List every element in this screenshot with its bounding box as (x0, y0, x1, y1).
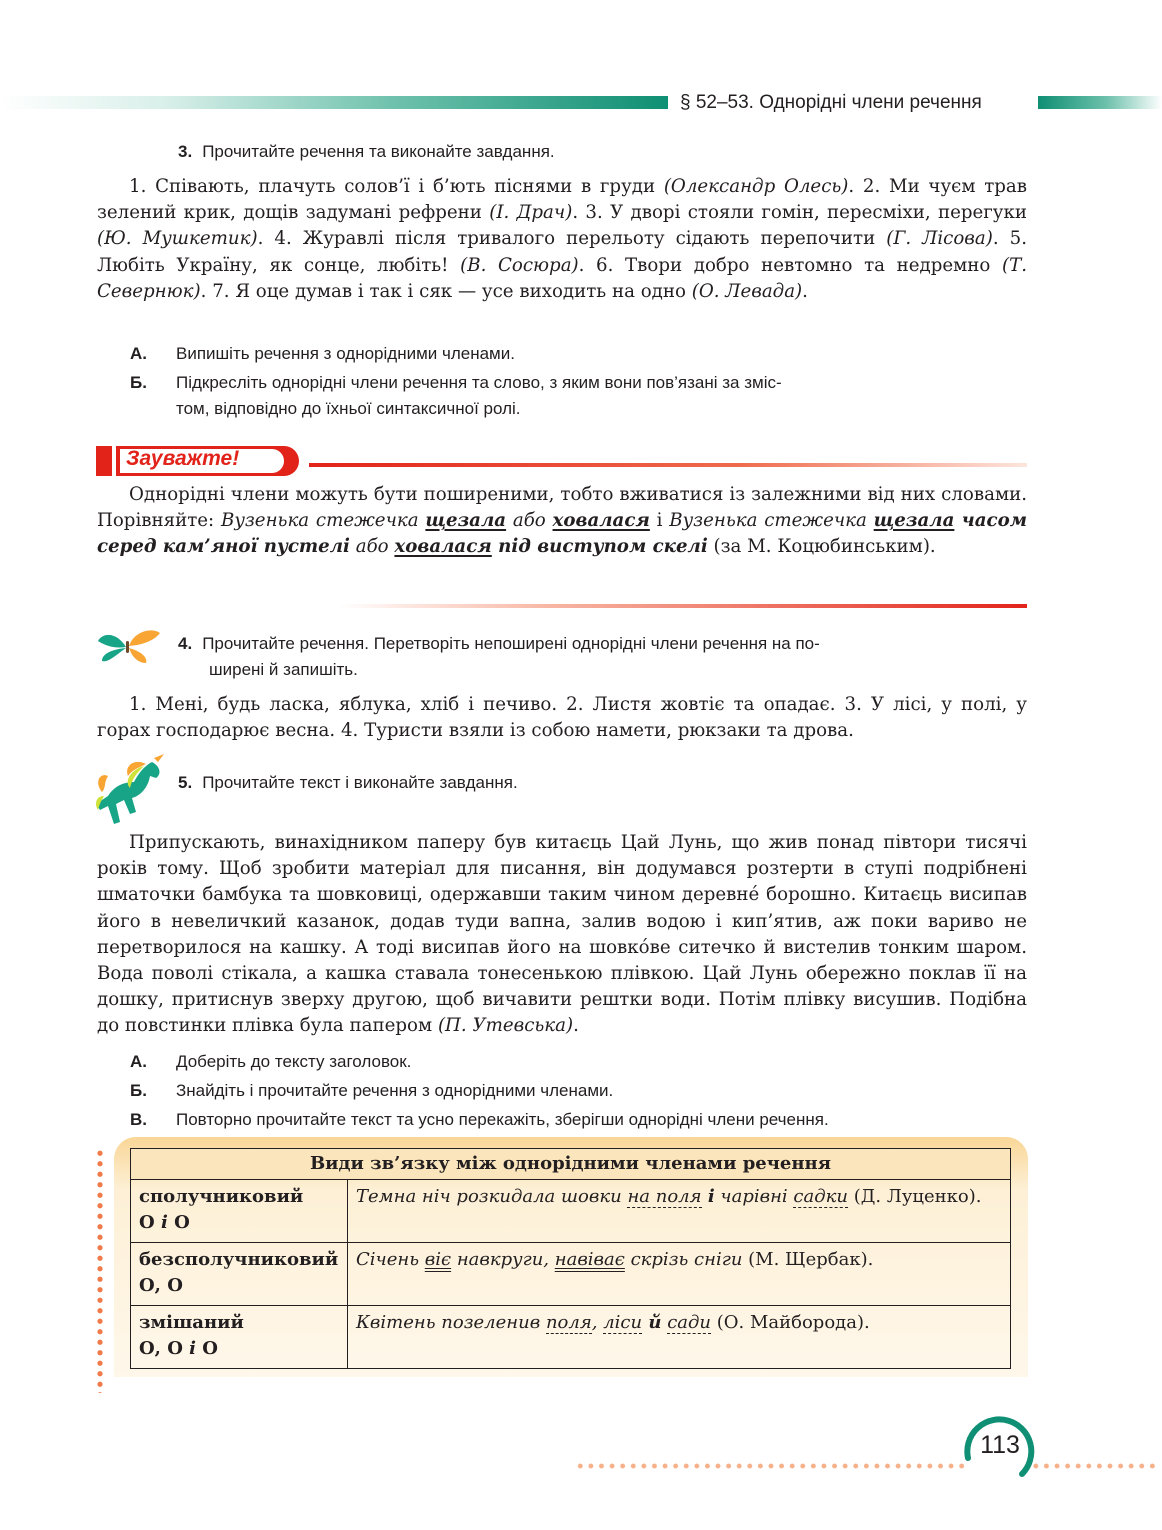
task-3-heading (178, 139, 555, 165)
task-3-item-a: А. Випишіть речення з однорідними членами. (130, 344, 515, 363)
example-cell: Темна ніч розкидала шовки на поля і чарівні садки (Д. Луценко). (348, 1180, 1011, 1243)
table-row (131, 1180, 1011, 1243)
section-title: § 52–53. Однорідні члени речення (680, 92, 982, 113)
butterfly-icon (96, 627, 162, 671)
example-cell: Січень віє навкруги, навіває скрізь сніги (М. Щербак). (348, 1243, 1011, 1306)
unicorn-icon (94, 752, 174, 840)
task-number: 4. (178, 634, 193, 653)
task-instruction: Прочитайте речення та виконайте завдання. (202, 142, 555, 161)
connection-type: безсполучниковий О, О (131, 1243, 348, 1306)
header-bar-left (0, 96, 668, 109)
connection-type: сполучниковий О і О (131, 1180, 348, 1243)
task-3-sentences: 1. Співають, плачуть солов’ї і б’ють піснями в груди (Олександр Олесь). 2. Ми чуєм трав зелений крик, дощів задумані рефрени (І. Драч). 3. У дворі стояли гомін, пересміхи, перегуки (Ю. Мушкетик). 4. Журавлі після тривалого перельоту сідають перепочити (Г. Лісова). 5. Любіть Україну, як сонце, любіть! (В. Сосюра). 6. Твори добро невтомно та недремно (Т. Севернюк). 7. Я оце думав і так і сяк — усе виходить на одно (О. Левада). (97, 176, 1028, 302)
task-5-item-v: В. Повторно прочитайте текст та усно перекажіть, зберігши однорідні члени речення. (130, 1110, 829, 1129)
task-number: 3. (178, 142, 193, 161)
task-5-item-b: Б. Знайдіть і прочитайте речення з однорідними членами. (130, 1081, 614, 1100)
connection-types-table (130, 1148, 1011, 1369)
header-bar-right (1038, 96, 1162, 109)
dotted-border-left (97, 1148, 103, 1393)
task-5-heading: 5. Прочитайте текст і виконайте завдання. (178, 773, 518, 792)
table-title: Види зв’язку між однорідними членами речення (131, 1149, 1011, 1180)
table-row (131, 1306, 1011, 1369)
note-bottom-line (338, 604, 1027, 608)
task-4-sentences: 1. Мені, будь ласка, яблука, хліб і печиво. 2. Листя жовтіє та опадає. 3. У лісі, у полі, у горах господарює весна. 4. Туристи взяли із собою намети, рюкзаки та дрова. (97, 694, 1027, 742)
task-5-item-a: А. Доберіть до тексту заголовок. (130, 1052, 412, 1071)
note-text: Однорідні члени можуть бути поширеними, тобто вживатися із залежними від них словами. Порівняйте: Вузенька стежечка щезала або ховалася і Вузенька стежечка щезала часом серед кам’яної пустелі або ховалася під виступом скелі (за М. Коцюбинським). (97, 484, 1027, 558)
task-number: 5. (178, 773, 193, 792)
example-cell: Квітень позеленив поля, ліси й сади (О. Майборода). (348, 1306, 1011, 1369)
table-row (131, 1243, 1011, 1306)
note-badge-label: Зауважте! (126, 447, 240, 470)
table-header-row (131, 1149, 1011, 1180)
task-4-heading: 4. Прочитайте речення. Перетворіть непоширені однорідні члени речення на по- ширені й запишіть. (178, 634, 820, 679)
note-badge (96, 444, 306, 482)
dotted-footer-line (575, 1463, 1160, 1469)
note-top-line (309, 463, 1027, 467)
task-3-item-b: Б. Підкресліть однорідні члени речення та слово, з яким вони пов’язані за зміс- том, відповідно до їхньої синтаксичної ролі. (130, 373, 782, 418)
page-number: 113 (980, 1431, 1020, 1459)
task-5-text: Припускають, винахідником паперу був китаєць Цай Лунь, що жив понад півтори тисячі років тому. Щоб зробити матеріал для писання, він додумався розтерти в ступі подрібнені шматочки бамбука та шовковиці, одержавши таким чином деревне́ борошно. Китаєць висипав його в невеличкий казанок, додав туди вапна, залив водою і кип’ятив, аж поки вариво не перетворилося на кашку. А тоді висипав його на шовко́ве ситечко й вистелив тонким шаром. Вода поволі стікала, а кашка ставала тонесенькою плівкою. Цай Лунь обережно поклав її на дошку, притиснув зверху другою, щоб вичавити рештки води. Потім плівку висушив. Подібна до повстинки плівка була папером (П. Утевська). (97, 832, 1027, 1037)
connection-type: змішаний О, О і О (131, 1306, 348, 1369)
